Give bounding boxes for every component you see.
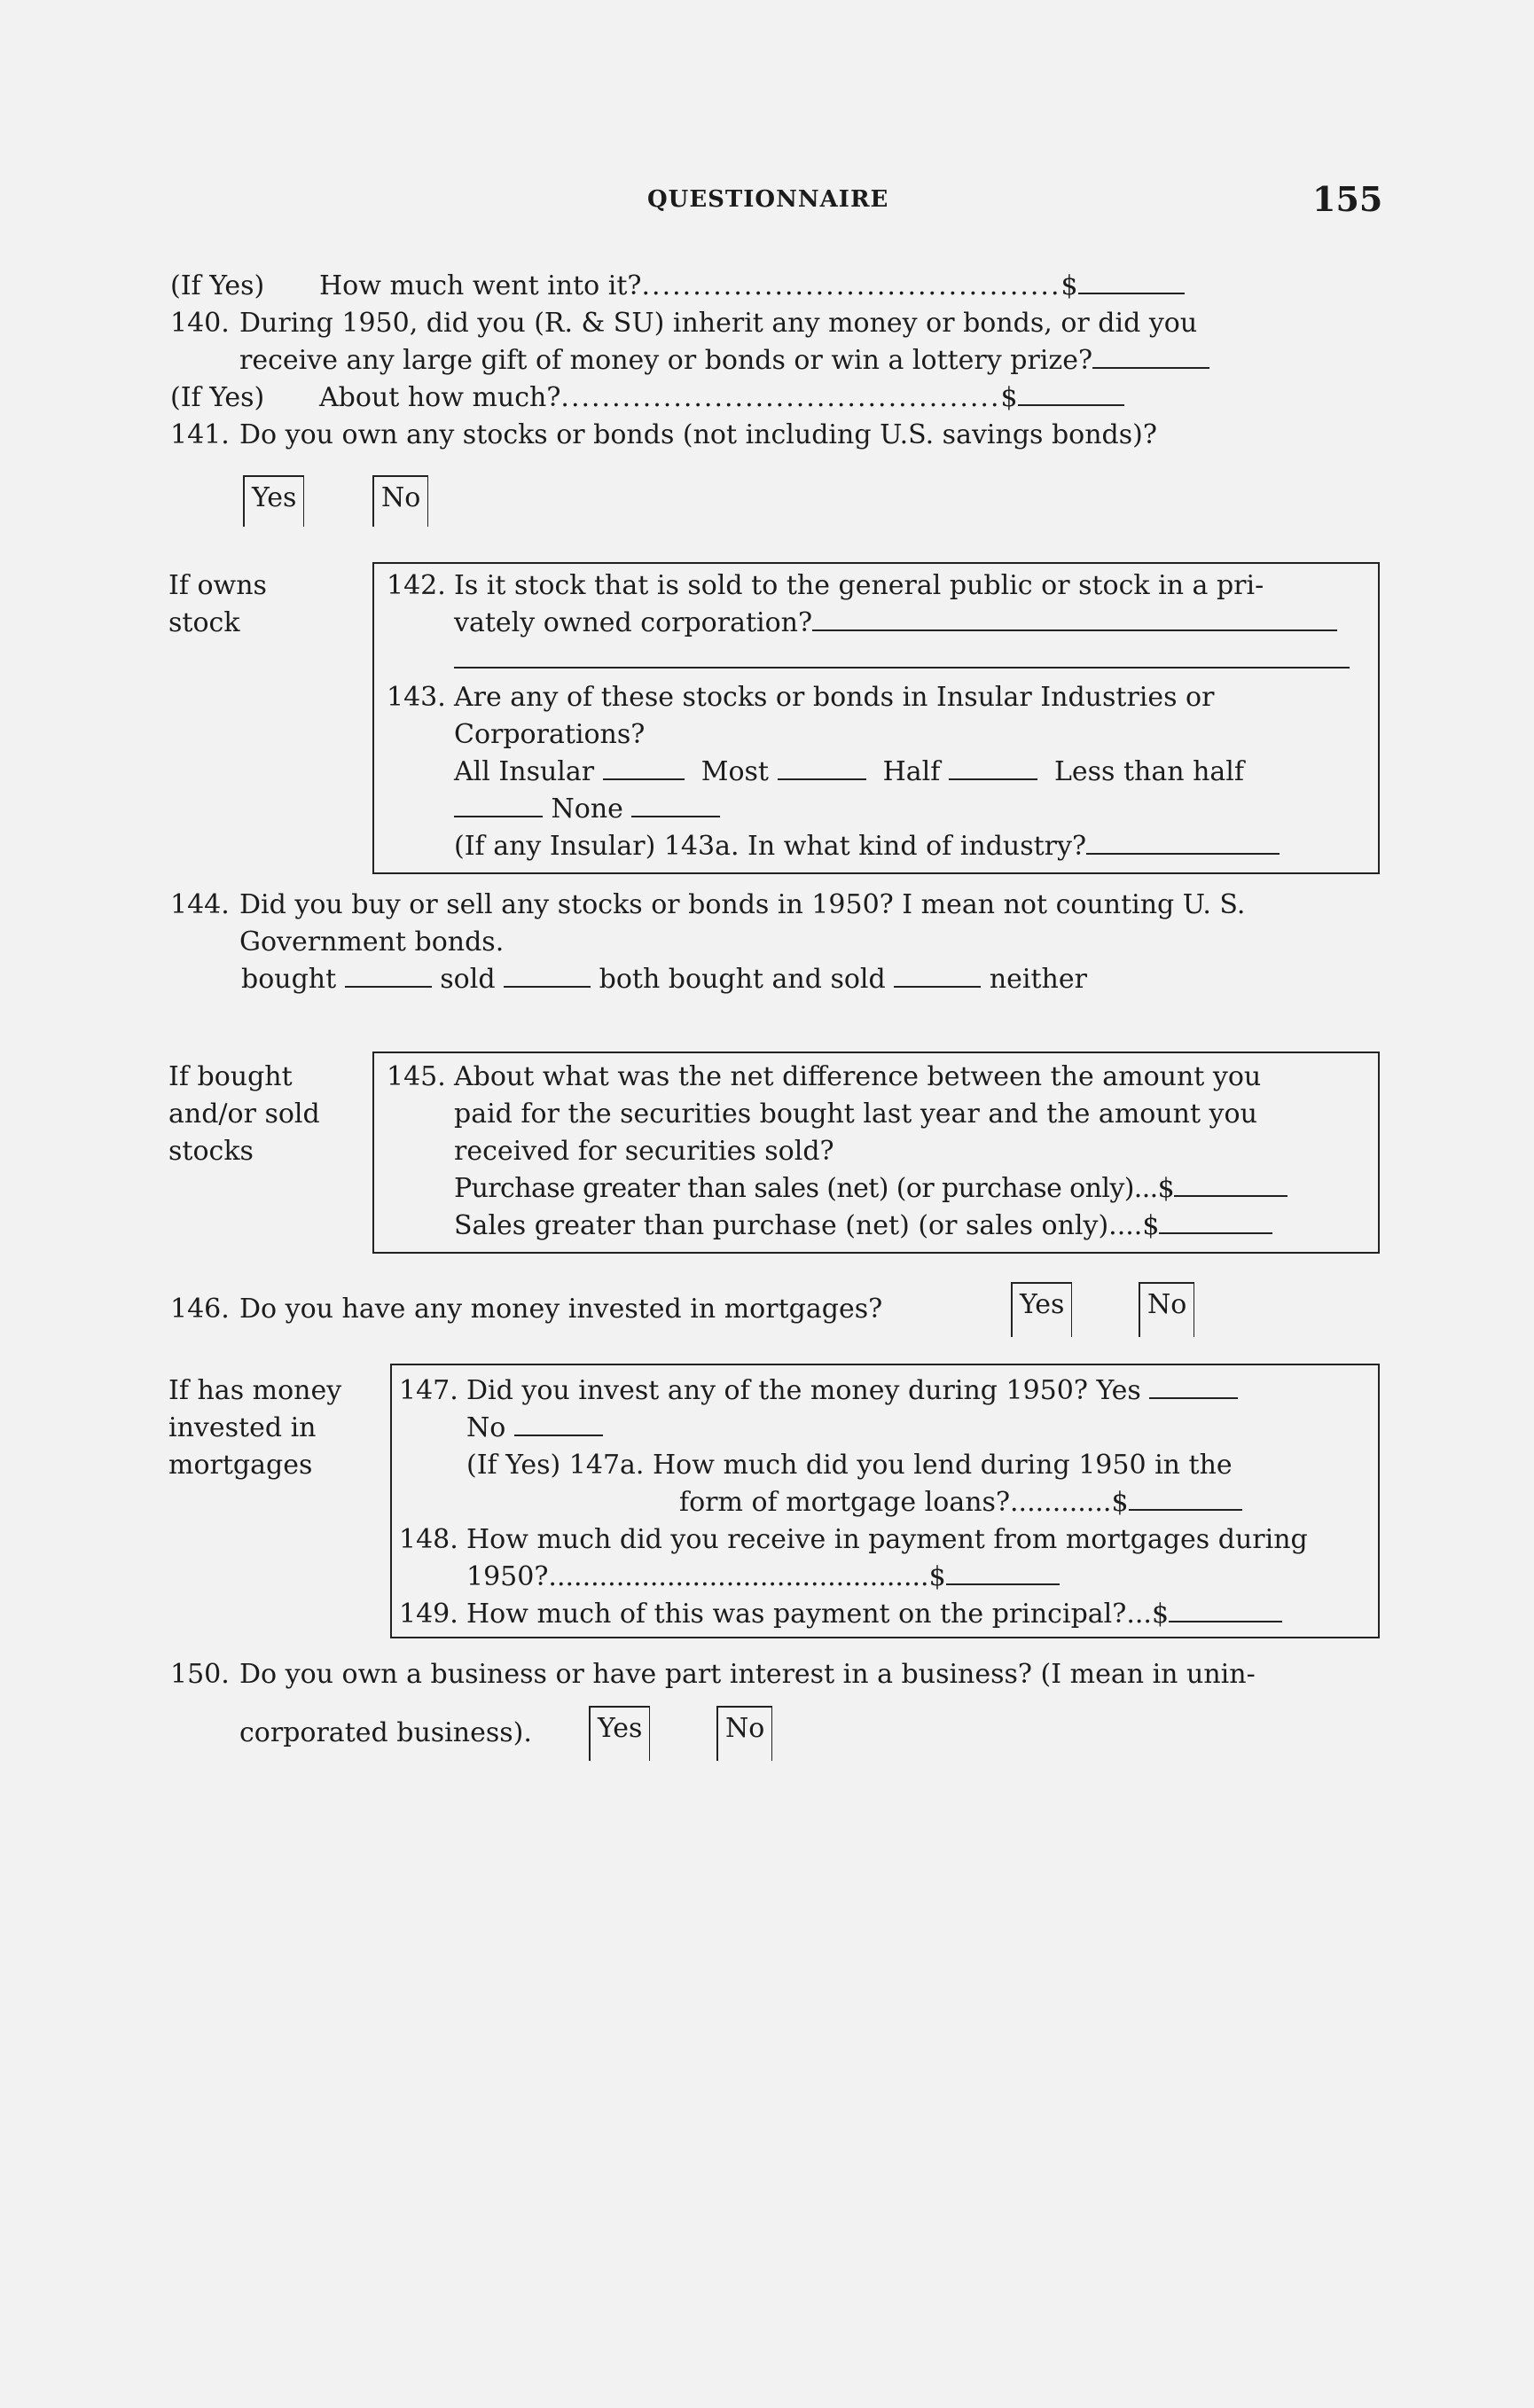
q145-line3: received for securities sold? (454, 1136, 834, 1167)
q140-number: 140. (170, 308, 230, 339)
q147-number: 147. (399, 1375, 458, 1406)
q145-purchase-blank[interactable] (1174, 1194, 1287, 1197)
mortgage-condition: If has money invested in mortgages (168, 1375, 342, 1481)
q143-all-blank[interactable] (603, 778, 685, 780)
bought-sold-condition: If bought and/or sold stocks (168, 1061, 320, 1167)
q140-line1: During 1950, did you (R. & SU) inherit any money or bonds, or did you (239, 308, 1198, 339)
q144-options: bought sold both bought and sold neither (241, 964, 1087, 995)
q147a-line1: (If Yes) 147a. How much did you lend during 1950 in the (466, 1450, 1233, 1481)
q147-line2: No (466, 1410, 603, 1447)
q141-no-box[interactable]: No (372, 475, 428, 527)
q150-number: 150. (170, 1659, 230, 1690)
q149-question: How much of this was payment on the principal?...$ (466, 1596, 1282, 1633)
q145-sales-greater: Sales greater than purchase (net) (or sales only)....$ (454, 1208, 1272, 1245)
q139a-answer-blank[interactable] (1078, 292, 1185, 294)
q148-line1: How much did you receive in payment from mortgages during (466, 1524, 1308, 1555)
page-header-title: QUESTIONNAIRE (647, 186, 889, 213)
q140-answer-blank[interactable] (1092, 366, 1209, 369)
q139a-question: How much went into it?.........................................$ (319, 268, 1185, 305)
q146-yes-box[interactable]: Yes (1011, 1282, 1072, 1337)
page-number: 155 (1312, 179, 1383, 219)
q149-number: 149. (399, 1599, 458, 1630)
q150-line2: corporated business). (239, 1717, 532, 1748)
q148-line2: 1950?.............................................$ (466, 1559, 1060, 1596)
q144-number: 144. (170, 889, 230, 920)
q144-line1: Did you buy or sell any stocks or bonds in 1950? I mean not counting U. S. (239, 889, 1246, 920)
q146-question: Do you have any money invested in mortgages? (239, 1294, 883, 1325)
q141-number: 141. (170, 419, 230, 450)
q142-number: 142. (387, 570, 446, 601)
q143-most-blank[interactable] (778, 778, 866, 780)
owns-stock-condition: If owns stock (168, 570, 267, 638)
q145-sales-blank[interactable] (1159, 1231, 1272, 1234)
q143a-answer-blank[interactable] (1086, 852, 1280, 855)
q147-line1: Did you invest any of the money during 1950? Yes (466, 1372, 1238, 1410)
q140-line2: receive any large gift of money or bonds or win a lottery prize? (239, 342, 1209, 379)
q147-yes-blank[interactable] (1149, 1396, 1238, 1399)
q142-line1: Is it stock that is sold to the general public or stock in a pri- (454, 570, 1264, 601)
q144-line2: Government bonds. (239, 926, 505, 958)
q145-line2: paid for the securities bought last year and the amount you (454, 1098, 1257, 1130)
q140a-answer-blank[interactable] (1018, 403, 1124, 406)
q143-options-row1: All Insular Most Half Less than half (454, 756, 1244, 787)
q144-bought-blank[interactable] (345, 985, 432, 988)
q145-purchase-greater: Purchase greater than sales (net) (or purchase only)...$ (454, 1170, 1287, 1208)
q150-yes-box[interactable]: Yes (589, 1706, 650, 1761)
q141-question: Do you own any stocks or bonds (not including U.S. savings bonds)? (239, 419, 1157, 450)
q150-no-box[interactable]: No (716, 1706, 772, 1761)
q140a-label: (If Yes) (170, 382, 265, 413)
q141-yes-box[interactable]: Yes (243, 475, 304, 527)
q146-number: 146. (170, 1294, 230, 1325)
q149-answer-blank[interactable] (1169, 1620, 1282, 1622)
q145-line1: About what was the net difference between the amount you (454, 1061, 1262, 1092)
q143-number: 143. (387, 682, 446, 713)
q143-line1: Are any of these stocks or bonds in Insular Industries or (454, 682, 1215, 713)
q147-no-blank[interactable] (514, 1434, 603, 1436)
q144-both-blank[interactable] (894, 985, 981, 988)
q144-sold-blank[interactable] (504, 985, 591, 988)
q139a-label: (If Yes) (170, 270, 265, 301)
q143-half-blank[interactable] (949, 778, 1037, 780)
q140a-question: About how much?...........................................$ (319, 379, 1124, 417)
q145-number: 145. (387, 1061, 446, 1092)
q142-answer-blank[interactable] (812, 629, 1337, 631)
q143-less-blank[interactable] (454, 815, 543, 817)
q147a-line2: form of mortgage loans?............$ (679, 1484, 1242, 1521)
q150-line1: Do you own a business or have part interest in a business? (I mean in unin- (239, 1659, 1256, 1690)
q143a-question: (If any Insular) 143a. In what kind of industry? (454, 828, 1280, 865)
q148-answer-blank[interactable] (946, 1583, 1060, 1585)
q143-none-blank[interactable] (631, 815, 720, 817)
q142-extra-line[interactable] (454, 667, 1350, 668)
q143-options-row2: None (454, 791, 720, 828)
q143-line2: Corporations? (454, 719, 646, 750)
q148-number: 148. (399, 1524, 458, 1555)
q146-no-box[interactable]: No (1139, 1282, 1194, 1337)
q142-line2: vately owned corporation? (454, 605, 1337, 642)
q147a-answer-blank[interactable] (1129, 1508, 1242, 1511)
